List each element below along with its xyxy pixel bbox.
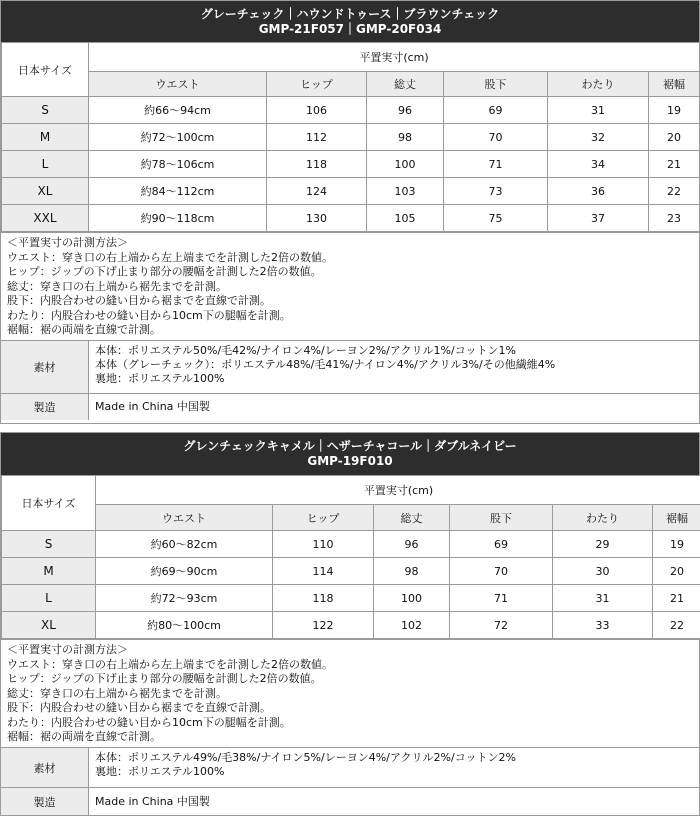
table-cell: 19 [653, 531, 700, 558]
table-cell: 22 [653, 612, 700, 639]
table-cell: 19 [649, 97, 700, 124]
table-cell: 32 [548, 124, 649, 151]
note-line: 裾幅：裾の両端を直線で計測。 [7, 323, 161, 336]
table-cell: 約78〜106cm [89, 151, 267, 178]
manufacture-row [1, 393, 699, 420]
table-cell: 21 [649, 151, 700, 178]
table-row [2, 97, 700, 124]
table-cell: 110 [273, 531, 374, 558]
table-cell: 114 [273, 558, 374, 585]
table-cell: 33 [553, 612, 653, 639]
product-colors-title: グレンチェックキャメル｜ヘザーチャコール｜ダブルネイビー [183, 439, 517, 453]
size-label: XXL [2, 205, 89, 232]
note-line: ヒップ：ジップの下げ止まり部分の腰幅を計測した2倍の数値。 [7, 265, 322, 278]
table-cell: 106 [267, 97, 367, 124]
table-cell: 31 [548, 97, 649, 124]
manufacture-label: 製造 [1, 788, 89, 815]
table-cell: 72 [450, 612, 553, 639]
product-codes: GMP-21F057｜GMP-20F034 [258, 21, 442, 36]
material-label: 素材 [1, 341, 89, 393]
size-chart-block-2 [0, 432, 700, 816]
table-cell: 96 [374, 531, 450, 558]
table-cell: 96 [367, 97, 444, 124]
table-cell: 34 [548, 151, 649, 178]
table-cell: 130 [267, 205, 367, 232]
table-row [2, 531, 700, 558]
column-header-hem: 裾幅 [653, 505, 700, 531]
table-cell: 約80〜100cm [96, 612, 273, 639]
table-cell: 70 [444, 124, 548, 151]
measurement-group-header: 平置実寸(cm) [89, 43, 700, 72]
table-cell: 103 [367, 178, 444, 205]
note-line: ウエスト：穿き口の右上端から左上端までを計測した2倍の数値。 [7, 250, 333, 264]
table-cell: 102 [374, 612, 450, 639]
table-cell: 100 [374, 585, 450, 612]
size-column-header: 日本サイズ [2, 476, 96, 531]
table-cell: 約84〜112cm [89, 178, 267, 205]
material-row [1, 747, 699, 787]
column-header-hip: ヒップ [273, 505, 374, 531]
measurement-notes [1, 232, 699, 340]
table-cell: 31 [553, 585, 653, 612]
manufacture-row [1, 787, 699, 815]
table-cell: 98 [367, 124, 444, 151]
manufacture-value: Made in China 中国製 [89, 788, 699, 815]
table-cell: 105 [367, 205, 444, 232]
table-cell: 約72〜100cm [89, 124, 267, 151]
column-header-length: 総丈 [367, 72, 444, 97]
note-line: 裾幅：裾の両端を直線で計測。 [7, 730, 161, 743]
table-cell: 73 [444, 178, 548, 205]
table-cell: 30 [553, 558, 653, 585]
note-line: 股下：内股合わせの縫い目から裾までを直線で計測。 [7, 294, 271, 307]
column-header-thigh: わたり [548, 72, 649, 97]
note-line: 総丈：穿き口の右上端から裾先までを計測。 [7, 686, 227, 700]
table-cell: 約72〜93cm [96, 585, 273, 612]
product-codes: GMP-19F010 [307, 454, 393, 468]
table-cell: 37 [548, 205, 649, 232]
table-cell: 22 [649, 178, 700, 205]
column-header-hem: 裾幅 [649, 72, 700, 97]
material-line: 本体（グレーチェック）：ポリエステル48%/毛41%/ナイロン4%/アクリル3%/その他繊維4% [95, 358, 556, 371]
table-row [2, 151, 700, 178]
column-header-inseam: 股下 [444, 72, 548, 97]
column-header-length: 総丈 [374, 505, 450, 531]
table-row [2, 124, 700, 151]
note-line: 総丈：穿き口の右上端から裾先までを計測。 [7, 279, 227, 293]
table-cell: 約90〜118cm [89, 205, 267, 232]
note-line: わたり：内股合わせの縫い目から10cm下の腿幅を計測。 [7, 308, 291, 322]
material-line: 本体：ポリエステル49%/毛38%/ナイロン5%/レーヨン4%/アクリル2%/コットン2% [95, 751, 516, 764]
table-cell: 20 [653, 558, 700, 585]
material-line: 本体：ポリエステル50%/毛42%/ナイロン4%/レーヨン2%/アクリル1%/コットン1% [95, 344, 516, 357]
size-label: S [2, 531, 96, 558]
column-header-waist: ウエスト [96, 505, 273, 531]
table-cell: 98 [374, 558, 450, 585]
table-cell: 70 [450, 558, 553, 585]
size-label: M [2, 124, 89, 151]
note-line: ＜平置実寸の計測方法＞ [7, 236, 128, 249]
size-label: M [2, 558, 96, 585]
size-label: L [2, 585, 96, 612]
table-row [2, 205, 700, 232]
material-line: 裏地：ポリエステル100% [95, 765, 225, 778]
size-label: S [2, 97, 89, 124]
table-cell: 75 [444, 205, 548, 232]
table-cell: 約66〜94cm [89, 97, 267, 124]
table-cell: 124 [267, 178, 367, 205]
product-colors-title: グレーチェック｜ハウンドトゥース｜ブラウンチェック [200, 6, 500, 21]
measurement-notes [1, 639, 699, 747]
table-cell: 23 [649, 205, 700, 232]
table-row [2, 558, 700, 585]
product-header [1, 1, 699, 42]
size-label: L [2, 151, 89, 178]
material-body [89, 341, 699, 393]
column-header-thigh: わたり [553, 505, 653, 531]
material-line: 裏地：ポリエステル100% [95, 372, 225, 385]
table-cell: 29 [553, 531, 653, 558]
column-header-hip: ヒップ [267, 72, 367, 97]
note-line: わたり：内股合わせの縫い目から10cm下の腿幅を計測。 [7, 715, 291, 729]
size-label: XL [2, 612, 96, 639]
table-cell: 118 [273, 585, 374, 612]
note-line: ヒップ：ジップの下げ止まり部分の腰幅を計測した2倍の数値。 [7, 672, 322, 685]
measurement-group-header: 平置実寸(cm) [96, 476, 700, 505]
table-cell: 71 [450, 585, 553, 612]
table-cell: 21 [653, 585, 700, 612]
size-label: XL [2, 178, 89, 205]
table-cell: 122 [273, 612, 374, 639]
table-cell: 100 [367, 151, 444, 178]
note-line: ウエスト：穿き口の右上端から左上端までを計測した2倍の数値。 [7, 657, 333, 671]
product-header [1, 433, 699, 475]
table-cell: 約60〜82cm [96, 531, 273, 558]
manufacture-label: 製造 [1, 394, 89, 420]
manufacture-value: Made in China 中国製 [89, 394, 699, 420]
column-header-waist: ウエスト [89, 72, 267, 97]
table-cell: 20 [649, 124, 700, 151]
table-row [2, 585, 700, 612]
note-line: 股下：内股合わせの縫い目から裾までを直線で計測。 [7, 701, 271, 714]
table-cell: 36 [548, 178, 649, 205]
table-cell: 69 [444, 97, 548, 124]
size-table [1, 475, 700, 639]
table-cell: 69 [450, 531, 553, 558]
table-row [2, 178, 700, 205]
size-table [1, 42, 700, 232]
material-body [89, 748, 699, 787]
table-cell: 118 [267, 151, 367, 178]
column-header-inseam: 股下 [450, 505, 553, 531]
material-label: 素材 [1, 748, 89, 787]
size-column-header: 日本サイズ [2, 43, 89, 97]
table-cell: 71 [444, 151, 548, 178]
material-row [1, 340, 699, 393]
note-line: ＜平置実寸の計測方法＞ [7, 643, 128, 656]
table-row [2, 612, 700, 639]
table-cell: 112 [267, 124, 367, 151]
table-cell: 約69〜90cm [96, 558, 273, 585]
